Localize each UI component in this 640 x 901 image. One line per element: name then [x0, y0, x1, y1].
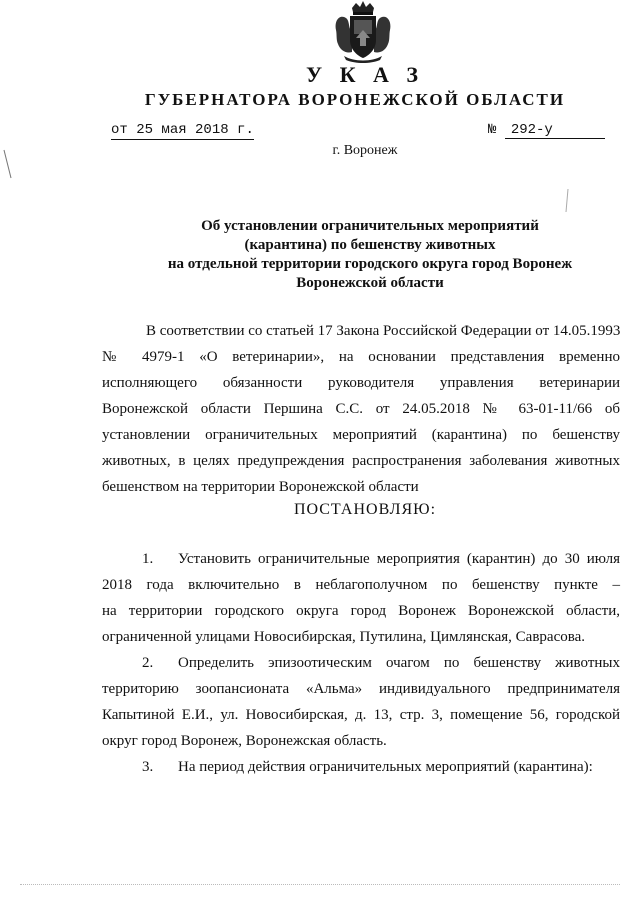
item-number: 1.	[142, 551, 154, 567]
preamble-paragraph	[102, 318, 620, 500]
item-number: 2.	[142, 655, 154, 671]
date-suffix: г.	[237, 122, 254, 138]
item-text: Установить ограничительные мероприятия (карантин) до 30 июля	[178, 551, 620, 567]
decree-items	[102, 546, 620, 780]
date-prefix: от	[111, 122, 128, 138]
item-line: ограниченной улицами Новосибирская, Путилина, Цимлянская, Саврасова.	[102, 629, 586, 645]
item-line: на территории городского округа город Воронеж Воронежской области,	[102, 603, 620, 619]
item-text: Определить эпизоотическим очагом по бешенству животных	[178, 655, 620, 671]
item-line	[102, 650, 620, 676]
coat-of-arms-icon	[330, 0, 396, 64]
preamble-line: Воронежской области Першина С.С. от 24.05.2018 № 63-01-11/66 об	[102, 401, 620, 417]
item-line: территорию зоопансионата «Альма» индивидуального предпринимателя	[102, 681, 620, 697]
decree-item	[102, 650, 620, 754]
item-line	[102, 546, 620, 572]
decree-subject	[110, 217, 630, 293]
subject-line: Воронежской области	[296, 275, 444, 291]
scan-border	[20, 884, 620, 887]
item-text: На период действия ограничительных мероприятий (карантина):	[178, 759, 593, 775]
item-line: 2018 года включительно в неблагополучном по бешенству пункте –	[102, 577, 620, 593]
item-line: округ город Воронеж, Воронежская область.	[102, 733, 387, 749]
subject-line: Об установлении ограничительных мероприятий	[201, 218, 539, 234]
date-value: 25 мая 2018	[136, 122, 229, 138]
preamble-line: В соответствии со статьей 17 Закона Российской Федерации от 14.05.1993	[146, 323, 621, 339]
decree-word: ПОСТАНОВЛЯЮ:	[293, 501, 437, 518]
preamble-line: бешенством на территории Воронежской области	[102, 479, 419, 495]
decree-number	[488, 122, 616, 139]
preamble-line: № 4979-1 «О ветеринарии», на основании представления временно	[102, 349, 620, 365]
decree-item	[102, 754, 620, 780]
subject-line: на отдельной территории городского округа город Воронеж	[167, 256, 573, 272]
decree-date	[111, 122, 254, 138]
decree-item	[102, 546, 620, 650]
item-line: Капытиной Е.И., ул. Новосибирская, д. 13, стр. 3, помещение 56, городской	[102, 707, 620, 723]
preamble-line: исполняющего обязанности руководителя управления ветеринарии	[102, 375, 620, 391]
subject-line: (карантина) по бешенству животных	[244, 237, 496, 253]
preamble-line: животных, в целях предупреждения распространения заболевания животных	[102, 453, 620, 469]
preamble-line: установлении ограничительных мероприятий (карантина) по бешенству	[102, 427, 620, 443]
item-line	[102, 754, 620, 780]
item-number: 3.	[142, 759, 154, 775]
number-prefix: №	[488, 122, 497, 138]
document-issuer: ГУБЕРНАТОРА ВОРОНЕЖСКОЙ ОБЛАСТИ	[144, 90, 566, 109]
number-value: 292-у	[505, 122, 605, 139]
city: г. Воронеж	[332, 143, 398, 158]
document-title: У К А З	[305, 62, 425, 87]
scan-mark	[564, 188, 570, 214]
scan-mark	[2, 148, 14, 180]
